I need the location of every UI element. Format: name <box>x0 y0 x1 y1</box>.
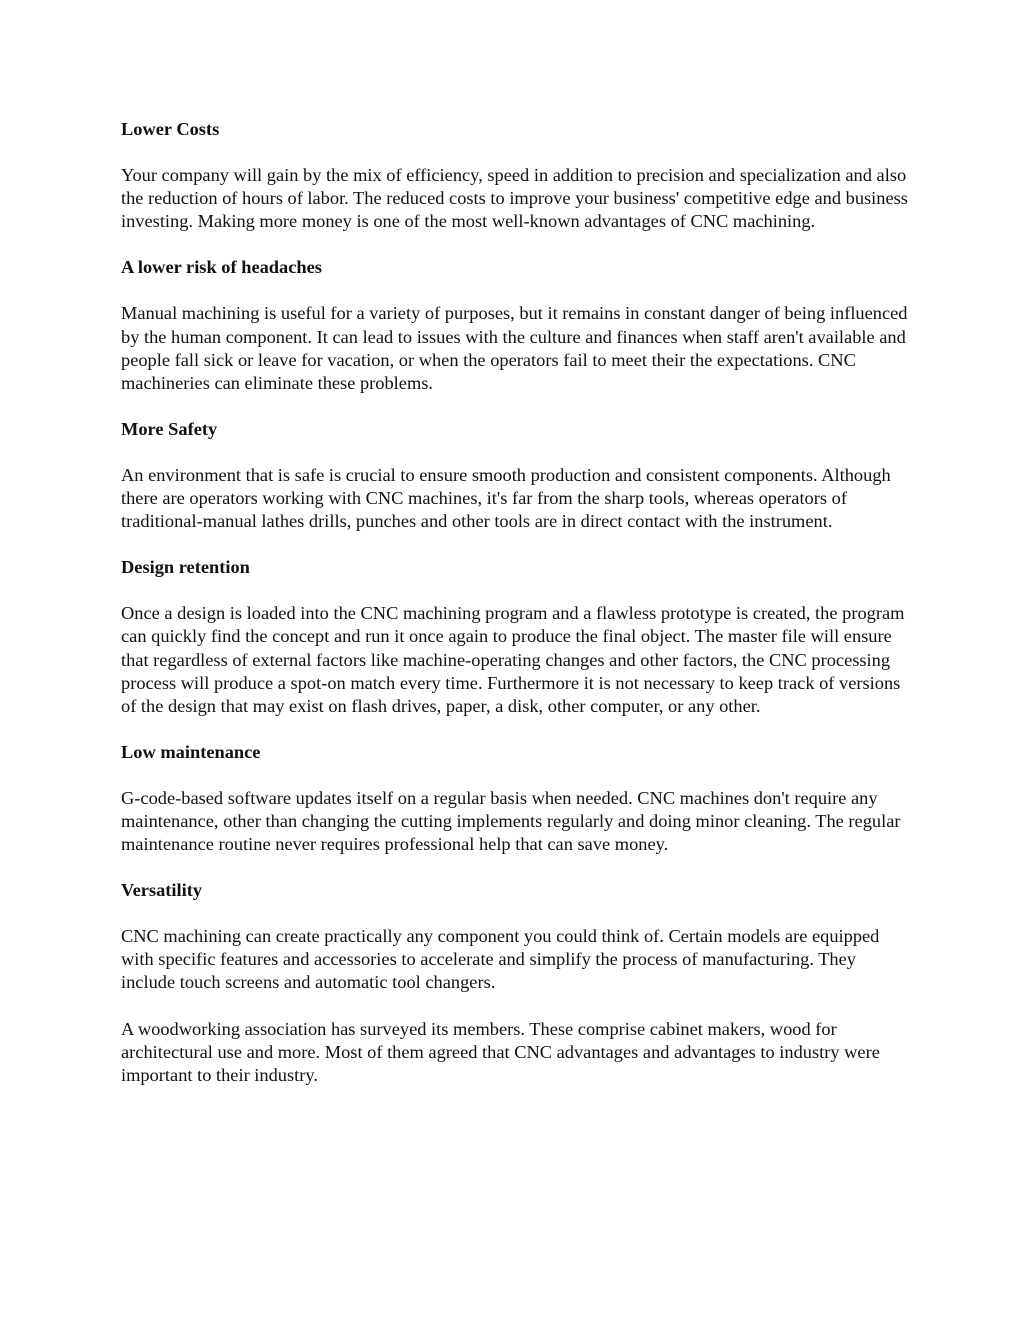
section-lower-costs <box>121 118 911 233</box>
section-more-safety <box>121 418 911 533</box>
section-heading: A lower risk of headaches <box>121 257 322 278</box>
section-paragraph: Your company will gain by the mix of efficiency, speed in addition to precision and specialization and also the reduction of hours of labor. The reduced costs to improve your business' competitive edge and business investing. Making more money is one of the most well-known advantages of CNC machining. <box>121 165 908 232</box>
section-heading: Versatility <box>121 880 203 901</box>
section-heading: Design retention <box>121 557 250 578</box>
section-lower-risk <box>121 256 911 394</box>
section-paragraph: CNC machining can create practically any component you could think of. Certain models are equipped with specific features and accessories to accelerate and simplify the process of manufacturing. They include touch screens and automatic tool changers. <box>121 926 880 993</box>
section-heading: Low maintenance <box>121 741 261 762</box>
section-paragraph: Manual machining is useful for a variety of purposes, but it remains in constant danger of being influenced by the human component. It can lead to issues with the culture and finances when staff aren't available and people fall sick or leave for vacation, or when the operators fail to meet their the expectations. CNC machineries can eliminate these problems. <box>121 303 908 393</box>
section-paragraph: A woodworking association has surveyed its members. These comprise cabinet makers, wood for architectural use and more. Most of them agreed that CNC advantages and advantages to industry were important to their industry. <box>121 1018 880 1085</box>
section-versatility <box>121 879 911 1087</box>
section-low-maintenance <box>121 741 911 856</box>
section-heading: Lower Costs <box>121 119 220 139</box>
section-heading: More Safety <box>121 418 218 439</box>
document-page <box>121 118 911 1110</box>
section-paragraph: G-code-based software updates itself on a regular basis when needed. CNC machines don't require any maintenance, other than changing the cutting implements regularly and doing minor cleaning. The regular maintenance routine never requires professional help that can save money. <box>121 787 901 855</box>
section-paragraph: Once a design is loaded into the CNC machining program and a flawless prototype is created, the program can quickly find the concept and run it once again to produce the final object. The master file will ensure that regardless of external factors like machine-operating changes and other factors, the CNC processing process will produce a spot-on match every time. Furthermore it is not necessary to keep track of versions of the design that may exist on flash drives, paper, a disk, other computer, or any other. <box>121 603 905 716</box>
section-paragraph: An environment that is safe is crucial to ensure smooth production and consistent components. Although there are operators working with CNC machines, it's far from the sharp tools, whereas operators of traditional-manual lathes drills, punches and other tools are in direct contact with the instrument. <box>121 464 891 532</box>
section-design-retention <box>121 556 911 718</box>
